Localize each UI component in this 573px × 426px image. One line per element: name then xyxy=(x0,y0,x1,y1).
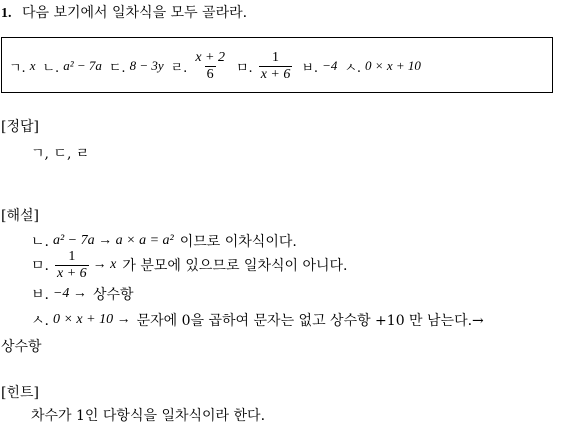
explanation-line: ㅅ. 0 × x + 10 → 문자에 0을 곱하여 문자는 없고 상수항 +10 만 남는다.→ xyxy=(31,312,484,329)
explanation-line: ㅁ. $\frac{1}{x + 6}$ → x 가 분모에 있으므로 일차식이 아니다. xyxy=(31,248,348,281)
explanation-line: ㄴ. a² − 7a → a × a = a² 이므로 이차식이다. xyxy=(31,233,297,250)
answer-text: ㄱ, ㄷ, ㄹ xyxy=(31,146,90,162)
option-item: ㄷ. 8 − 3y xyxy=(108,58,164,76)
hint-text: 차수가 1인 다항식을 일차식이라 한다. xyxy=(31,408,266,424)
explanation-line-continuation: 상수항 xyxy=(1,339,42,355)
options-row xyxy=(9,38,428,94)
explanation-header: [해설] xyxy=(1,208,39,224)
question-line xyxy=(1,2,247,22)
option-item: ㄴ. a² − 7a xyxy=(42,58,102,76)
hint-header: [힌트] xyxy=(1,385,39,401)
option-item: ㅁ. $\frac{1}{x + 6}$ xyxy=(235,49,291,82)
fraction: $\frac{1}{x + 6}$ xyxy=(56,248,87,281)
options-box xyxy=(1,37,553,93)
answer-header: [정답] xyxy=(1,119,39,135)
question-text: 다음 보기에서 일차식을 모두 골라라. xyxy=(21,5,248,21)
explanation-line: ㅂ. −4 → 상수항 xyxy=(31,286,134,303)
option-item: ㄹ. $\frac{x + 2}{6}$ xyxy=(170,49,225,82)
question-number: 1. xyxy=(1,6,12,21)
option-item: ㅂ. −4 xyxy=(301,58,338,76)
fraction: $\frac{x + 2}{6}$ xyxy=(195,49,225,82)
option-item: ㅅ. 0 × x + 10 xyxy=(344,58,421,76)
fraction: $\frac{1}{x + 6}$ xyxy=(260,49,291,82)
option-item: ㄱ. x xyxy=(9,58,36,76)
